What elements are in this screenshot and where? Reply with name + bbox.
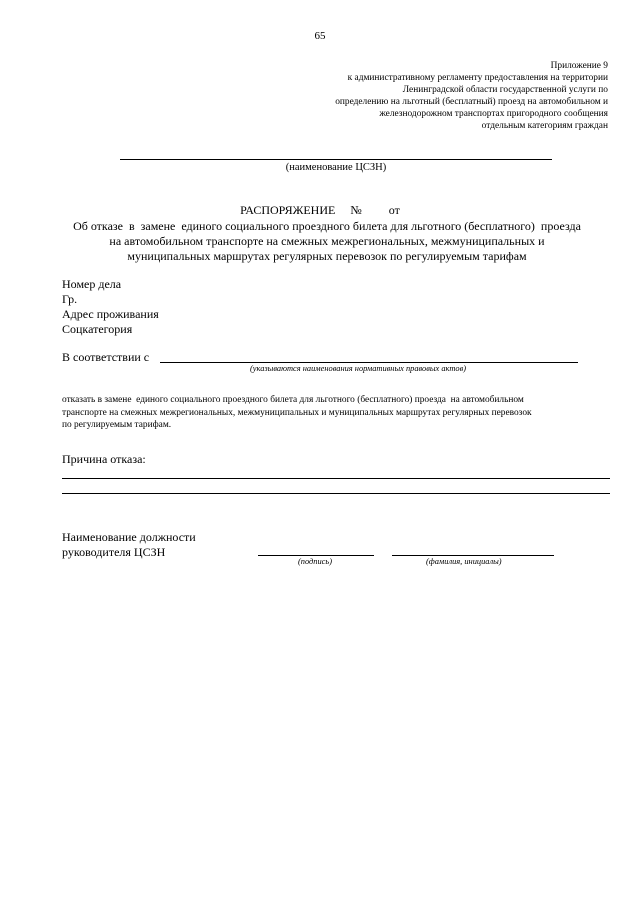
address-label: Адрес проживания — [62, 307, 159, 321]
annex-line: Приложение 9 — [550, 61, 608, 71]
position-line: руководителя ЦСЗН — [62, 545, 166, 559]
signature-line[interactable] — [258, 555, 374, 556]
case-number-label: Номер дела — [62, 277, 122, 291]
basis-input-line[interactable] — [160, 362, 578, 363]
decision-text — [62, 394, 610, 432]
annex-header — [335, 60, 608, 132]
order-title: РАСПОРЯЖЕНИЕ № от — [240, 203, 400, 217]
org-name-caption: (наименование ЦСЗН) — [285, 162, 387, 173]
subject-line: Об отказе в замене единого социального проездного билета для льготного (бесплатного) проезда — [73, 219, 581, 233]
signature-caption: (подпись) — [298, 557, 332, 566]
reason-line-1[interactable] — [62, 478, 610, 479]
decision-line: отказать в замене единого социального проездного билета для льготного (бесплатного) проезда на автомобильном — [62, 395, 524, 405]
annex-line: отдельным категориям граждан — [481, 121, 608, 131]
position-line: Наименование должности — [62, 530, 196, 544]
reason-line-2[interactable] — [62, 493, 610, 494]
annex-line: Ленинградской области государственной услуги по — [402, 85, 608, 95]
decision-line: по регулируемым тарифам. — [62, 420, 172, 430]
reason-label: Причина отказа: — [62, 452, 146, 466]
decision-line: транспорте на смежных межрегиональных, межмуниципальных и муниципальных маршрутах регулярных перевозок — [62, 407, 532, 418]
citizen-label: Гр. — [62, 292, 78, 306]
annex-line: определению на льготный (бесплатный) проезд на автомобильном и — [335, 97, 608, 107]
name-line[interactable] — [392, 555, 554, 556]
subject-line: муниципальных маршрутах регулярных перевозок по регулируемым тарифам — [127, 249, 527, 263]
annex-line: к административному регламенту предоставления на территории — [347, 73, 608, 83]
page-number: 65 — [314, 30, 326, 42]
order-subject — [44, 219, 610, 264]
category-label: Соцкатегория — [62, 322, 133, 336]
subject-line: на автомобильном транспорте на смежных межрегиональных, межмуниципальных и — [109, 234, 545, 248]
basis-label: В соответствии с — [62, 350, 150, 364]
position-label — [62, 530, 196, 560]
org-name-line[interactable] — [120, 159, 552, 160]
name-caption: (фамилия, инициалы) — [426, 557, 502, 566]
basis-caption: (указываются наименования нормативных правовых актов) — [250, 364, 466, 373]
annex-line: железнодорожном транспортах пригородного сообщения — [379, 109, 608, 119]
